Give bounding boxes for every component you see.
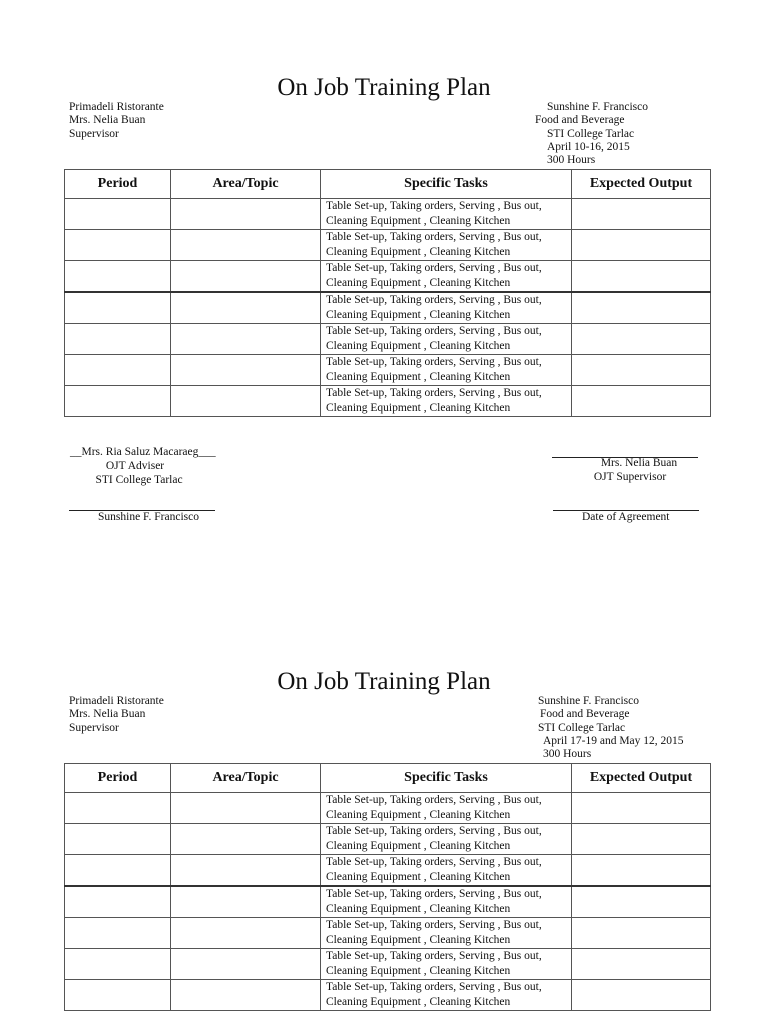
school: STI College Tarlac <box>547 127 635 140</box>
task-line: Table Set-up, Taking orders, Serving , Bus out, <box>326 200 542 212</box>
company-name: Primadeli Ristorante <box>69 101 164 113</box>
specific-tasks-cell <box>321 824 572 855</box>
area-topic-cell <box>171 199 321 230</box>
adviser-signature-block <box>64 445 224 487</box>
trainee-name: Sunshine F. Francisco <box>547 101 648 113</box>
expected-output-cell <box>572 324 711 355</box>
specific-tasks-cell <box>321 793 572 824</box>
expected-output-cell <box>572 949 711 980</box>
area-topic-cell <box>171 292 321 324</box>
specific-tasks-cell <box>321 199 572 230</box>
expected-output-cell <box>572 793 711 824</box>
supervisor-title: Supervisor <box>69 721 119 734</box>
header-area-topic: Area/Topic <box>171 170 321 199</box>
specific-tasks-cell <box>321 918 572 949</box>
period-cell <box>65 199 171 230</box>
period-cell <box>65 824 171 855</box>
specific-tasks-cell <box>321 324 572 355</box>
specific-tasks-cell <box>321 980 572 1011</box>
expected-output-cell <box>572 886 711 918</box>
task-line: Table Set-up, Taking orders, Serving , Bus out, <box>326 387 542 399</box>
expected-output-cell <box>572 824 711 855</box>
trainee-name: Sunshine F. Francisco <box>538 695 639 707</box>
task-line: Cleaning Equipment , Cleaning Kitchen <box>326 965 511 977</box>
plan-table <box>64 169 711 417</box>
table-header-row <box>65 764 711 793</box>
area-topic-cell <box>171 324 321 355</box>
specific-tasks-cell <box>321 949 572 980</box>
task-line: Cleaning Equipment , Cleaning Kitchen <box>326 277 511 289</box>
task-line: Table Set-up, Taking orders, Serving , Bus out, <box>326 825 542 837</box>
task-line: Cleaning Equipment , Cleaning Kitchen <box>326 340 511 352</box>
period-cell <box>65 261 171 293</box>
task-line: Table Set-up, Taking orders, Serving , Bus out, <box>326 888 542 900</box>
header-expected-output: Expected Output <box>572 170 711 199</box>
task-line: Table Set-up, Taking orders, Serving , Bus out, <box>326 325 542 337</box>
area-topic-cell <box>171 386 321 417</box>
page-title: On Job Training Plan <box>277 668 491 695</box>
period-cell <box>65 355 171 386</box>
school: STI College Tarlac <box>538 721 626 734</box>
task-line: Table Set-up, Taking orders, Serving , Bus out, <box>326 919 542 931</box>
area-topic-cell <box>171 230 321 261</box>
specific-tasks-cell <box>321 855 572 887</box>
task-line: Cleaning Equipment , Cleaning Kitchen <box>326 246 511 258</box>
adviser-role: OJT Adviser <box>105 460 165 472</box>
table-header-row <box>65 170 711 199</box>
specific-tasks-cell <box>321 292 572 324</box>
area-topic-cell <box>171 886 321 918</box>
table-row <box>65 949 711 980</box>
period-cell <box>65 918 171 949</box>
table-row <box>65 230 711 261</box>
area-topic-cell <box>171 355 321 386</box>
header-period: Period <box>65 170 171 199</box>
specific-tasks-cell <box>321 355 572 386</box>
right-info <box>538 695 684 761</box>
area-topic-cell <box>171 793 321 824</box>
task-line: Cleaning Equipment , Cleaning Kitchen <box>326 996 511 1008</box>
specific-tasks-cell <box>321 886 572 918</box>
date-range: April 10-16, 2015 <box>547 140 630 153</box>
page-title: On Job Training Plan <box>277 74 491 101</box>
task-line: Table Set-up, Taking orders, Serving , Bus out, <box>326 856 542 868</box>
expected-output-cell <box>572 355 711 386</box>
period-cell <box>65 980 171 1011</box>
task-line: Cleaning Equipment , Cleaning Kitchen <box>326 809 511 821</box>
right-info <box>535 101 648 167</box>
task-line: Table Set-up, Taking orders, Serving , Bus out, <box>326 231 542 243</box>
period-cell <box>65 324 171 355</box>
supervisor-sig-name: Mrs. Nelia Buan <box>600 457 678 469</box>
left-info <box>69 695 164 735</box>
task-line: Cleaning Equipment , Cleaning Kitchen <box>326 903 511 915</box>
trainee-signature-name: Sunshine F. Francisco <box>98 511 199 523</box>
task-line: Cleaning Equipment , Cleaning Kitchen <box>326 371 511 383</box>
header-specific-tasks: Specific Tasks <box>321 764 572 793</box>
date-of-agreement-label: Date of Agreement <box>582 511 670 523</box>
adviser-name: __Mrs. Ria Saluz Macaraeg___ <box>70 446 216 458</box>
expected-output-cell <box>572 980 711 1011</box>
period-cell <box>65 949 171 980</box>
adviser-school: STI College Tarlac <box>95 474 183 486</box>
area-topic-cell <box>171 824 321 855</box>
supervisor-signature-block <box>552 456 698 484</box>
company-name: Primadeli Ristorante <box>69 695 164 707</box>
supervisor-title: Supervisor <box>69 127 119 140</box>
department: Food and Beverage <box>535 114 625 127</box>
task-line: Table Set-up, Taking orders, Serving , Bus out, <box>326 794 542 806</box>
supervisor-sig-role: OJT Supervisor <box>593 471 667 483</box>
expected-output-cell <box>572 386 711 417</box>
table-row <box>65 793 711 824</box>
plan-table <box>64 763 711 1011</box>
specific-tasks-cell <box>321 386 572 417</box>
period-cell <box>65 386 171 417</box>
period-cell <box>65 292 171 324</box>
table-row <box>65 980 711 1011</box>
date-range: April 17-19 and May 12, 2015 <box>543 734 684 747</box>
specific-tasks-cell <box>321 261 572 293</box>
period-cell <box>65 855 171 887</box>
area-topic-cell <box>171 949 321 980</box>
expected-output-cell <box>572 199 711 230</box>
table-row <box>65 355 711 386</box>
header-period: Period <box>65 764 171 793</box>
area-topic-cell <box>171 261 321 293</box>
expected-output-cell <box>572 292 711 324</box>
specific-tasks-cell <box>321 230 572 261</box>
expected-output-cell <box>572 261 711 293</box>
task-line: Table Set-up, Taking orders, Serving , Bus out, <box>326 356 542 368</box>
table-row <box>65 292 711 324</box>
period-cell <box>65 793 171 824</box>
area-topic-cell <box>171 918 321 949</box>
header-area-topic: Area/Topic <box>171 764 321 793</box>
task-line: Cleaning Equipment , Cleaning Kitchen <box>326 840 511 852</box>
supervisor-name: Mrs. Nelia Buan <box>69 708 146 721</box>
supervisor-name: Mrs. Nelia Buan <box>69 114 146 127</box>
department: Food and Beverage <box>540 708 630 721</box>
header-expected-output: Expected Output <box>572 764 711 793</box>
task-line: Cleaning Equipment , Cleaning Kitchen <box>326 871 511 883</box>
task-line: Table Set-up, Taking orders, Serving , Bus out, <box>326 262 542 274</box>
table-row <box>65 886 711 918</box>
table-row <box>65 261 711 293</box>
header-specific-tasks: Specific Tasks <box>321 170 572 199</box>
table-row <box>65 386 711 417</box>
expected-output-cell <box>572 230 711 261</box>
hours: 300 Hours <box>543 748 592 761</box>
left-info <box>69 101 164 141</box>
task-line: Cleaning Equipment , Cleaning Kitchen <box>326 934 511 946</box>
task-line: Cleaning Equipment , Cleaning Kitchen <box>326 309 511 321</box>
task-line: Cleaning Equipment , Cleaning Kitchen <box>326 402 511 414</box>
table-row <box>65 855 711 887</box>
area-topic-cell <box>171 855 321 887</box>
task-line: Table Set-up, Taking orders, Serving , Bus out, <box>326 950 542 962</box>
period-cell <box>65 886 171 918</box>
task-line: Table Set-up, Taking orders, Serving , Bus out, <box>326 294 542 306</box>
area-topic-cell <box>171 980 321 1011</box>
task-line: Cleaning Equipment , Cleaning Kitchen <box>326 215 511 227</box>
period-cell <box>65 230 171 261</box>
expected-output-cell <box>572 855 711 887</box>
table-row <box>65 324 711 355</box>
expected-output-cell <box>572 918 711 949</box>
hours: 300 Hours <box>547 154 596 167</box>
task-line: Table Set-up, Taking orders, Serving , Bus out, <box>326 981 542 993</box>
table-row <box>65 199 711 230</box>
table-row <box>65 918 711 949</box>
table-row <box>65 824 711 855</box>
